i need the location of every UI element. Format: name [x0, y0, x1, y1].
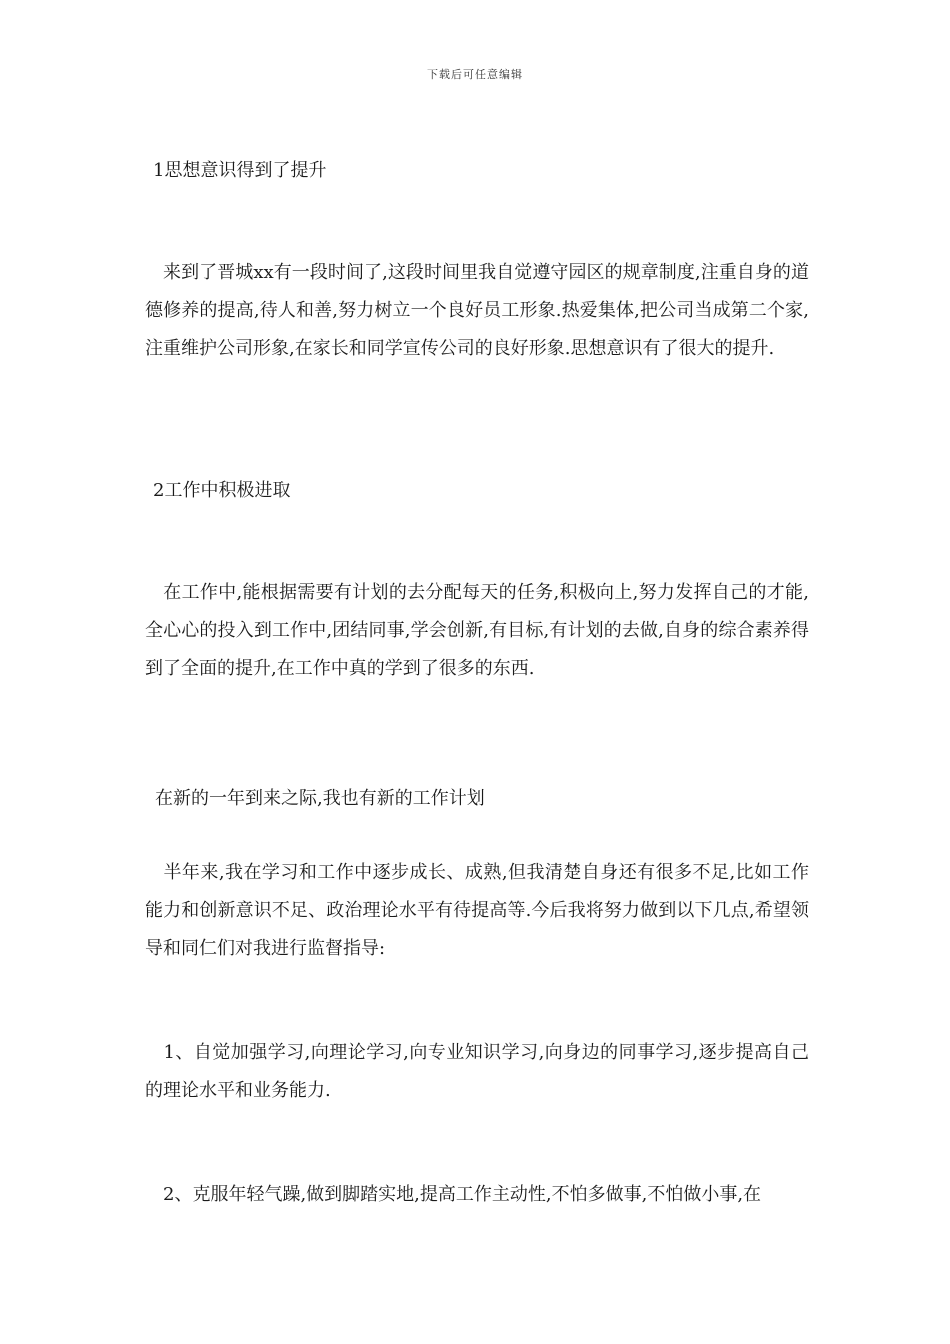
page-header: 下载后可任意编辑: [427, 68, 523, 81]
plan-paragraph: 半年来,我在学习和工作中逐步成长、成熟,但我清楚自身还有很多不足,比如工作能力和创新意识不足、政治理论水平有待提高等.今后我将努力做到以下几点,希望领导和同仁们对我进行监督指导:: [145, 862, 809, 959]
section-heading-2: 2工作中积极进取: [153, 480, 291, 501]
plan-item-1: 1、自觉加强学习,向理论学习,向专业知识学习,向身边的同事学习,逐步提高自己的理论水平和业务能力.: [145, 1042, 809, 1101]
section-heading-1: 1思想意识得到了提升: [153, 160, 327, 181]
section-paragraph-2: 在工作中,能根据需要有计划的去分配每天的任务,积极向上,努力发挥自己的才能,全心心的投入到工作中,团结同事,学会创新,有目标,有计划的去做,自身的综合素养得到了全面的提升,在工作中真的学到了很多的东西.: [145, 582, 809, 679]
plan-item-2: 2、克服年轻气躁,做到脚踏实地,提高工作主动性,不怕多做事,不怕做小事,在: [145, 1184, 762, 1205]
plan-intro: 在新的一年到来之际,我也有新的工作计划: [155, 788, 485, 809]
section-paragraph-1: 来到了晋城xx有一段时间了,这段时间里我自觉遵守园区的规章制度,注重自身的道德修养的提高,待人和善,努力树立一个良好员工形象.热爱集体,把公司当成第二个家,注重维护公司形象,在家长和同学宣传公司的良好形象.思想意识有了很大的提升.: [145, 262, 809, 359]
